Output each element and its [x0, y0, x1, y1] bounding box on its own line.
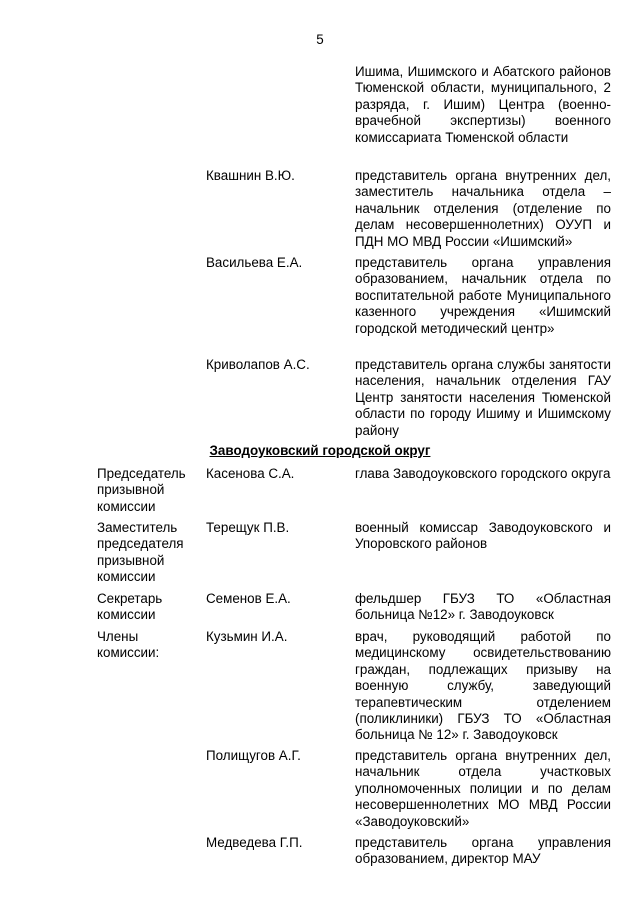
member-name: Квашнин В.Ю.: [206, 168, 295, 183]
member-description: фельдшер ГБУЗ ТО «Областная больница №12» г. Заводоуковск: [355, 591, 611, 623]
member-description: военный комиссар Заводоуковского и Упоровского районов: [355, 520, 611, 552]
member-name: Терещук П.В.: [206, 520, 290, 535]
member-description: глава Заводоуковского городского округа: [355, 466, 611, 481]
desc-top-0: Ишима, Ишимского и Абатского районов Тюменской области, муниципального, 2 разряда, г. Ишим) Центра (военно-врачебной экспертизы) военного комиссариата Тюменской области: [355, 64, 611, 145]
member-description: представитель органа службы занятости населения, начальник отделения ГАУ Центр занятости населения Тюменской области по городу Ишиму и Ишимскому району: [355, 357, 611, 438]
member-name: Семенов Е.А.: [206, 591, 291, 606]
member-description: врач, руководящий работой по медицинскому освидетельствованию граждан, подлежащих призыву на военную службу, заведующий терапевтическим отделением (поликлиники) ГБУЗ ТО «Областная больница № 12» г. Заводоуковск: [355, 629, 611, 743]
role-label: Секретарь комиссии: [97, 591, 163, 623]
member-name: Полищугов А.Г.: [206, 748, 301, 763]
member-description: представитель органа управления образованием, начальник отдела по воспитательной работе Муниципального казенного учреждения «Ишимский городской методический центр»: [355, 255, 611, 336]
role-label: Члены комиссии:: [97, 629, 160, 661]
member-description: представитель органа внутренних дел, начальник отдела участковых уполномоченных полиции и по делам несовершеннолетних МО МВД России «Заводоуковский»: [355, 748, 611, 829]
member-name: Касенова С.А.: [206, 466, 295, 481]
member-description: представитель органа внутренних дел, заместитель начальника отдела – начальник отделения (отделение по делам несовершеннолетних) ОУУП и ПДН МО МВД России «Ишимский»: [355, 168, 611, 249]
member-description: представитель органа управления образованием, директор МАУ: [355, 835, 611, 867]
section-title: Заводоуковский городской округ: [209, 443, 431, 458]
member-name: Кузьмин И.А.: [206, 629, 288, 644]
role-label: Председатель призывной комиссии: [97, 466, 186, 514]
member-name: Васильева Е.А.: [206, 255, 303, 270]
page-number: 5: [316, 32, 324, 47]
member-name: Медведева Г.П.: [206, 835, 303, 850]
role-label: Заместитель председателя призывной комиссии: [97, 520, 184, 585]
member-name: Криволапов А.С.: [206, 357, 310, 372]
